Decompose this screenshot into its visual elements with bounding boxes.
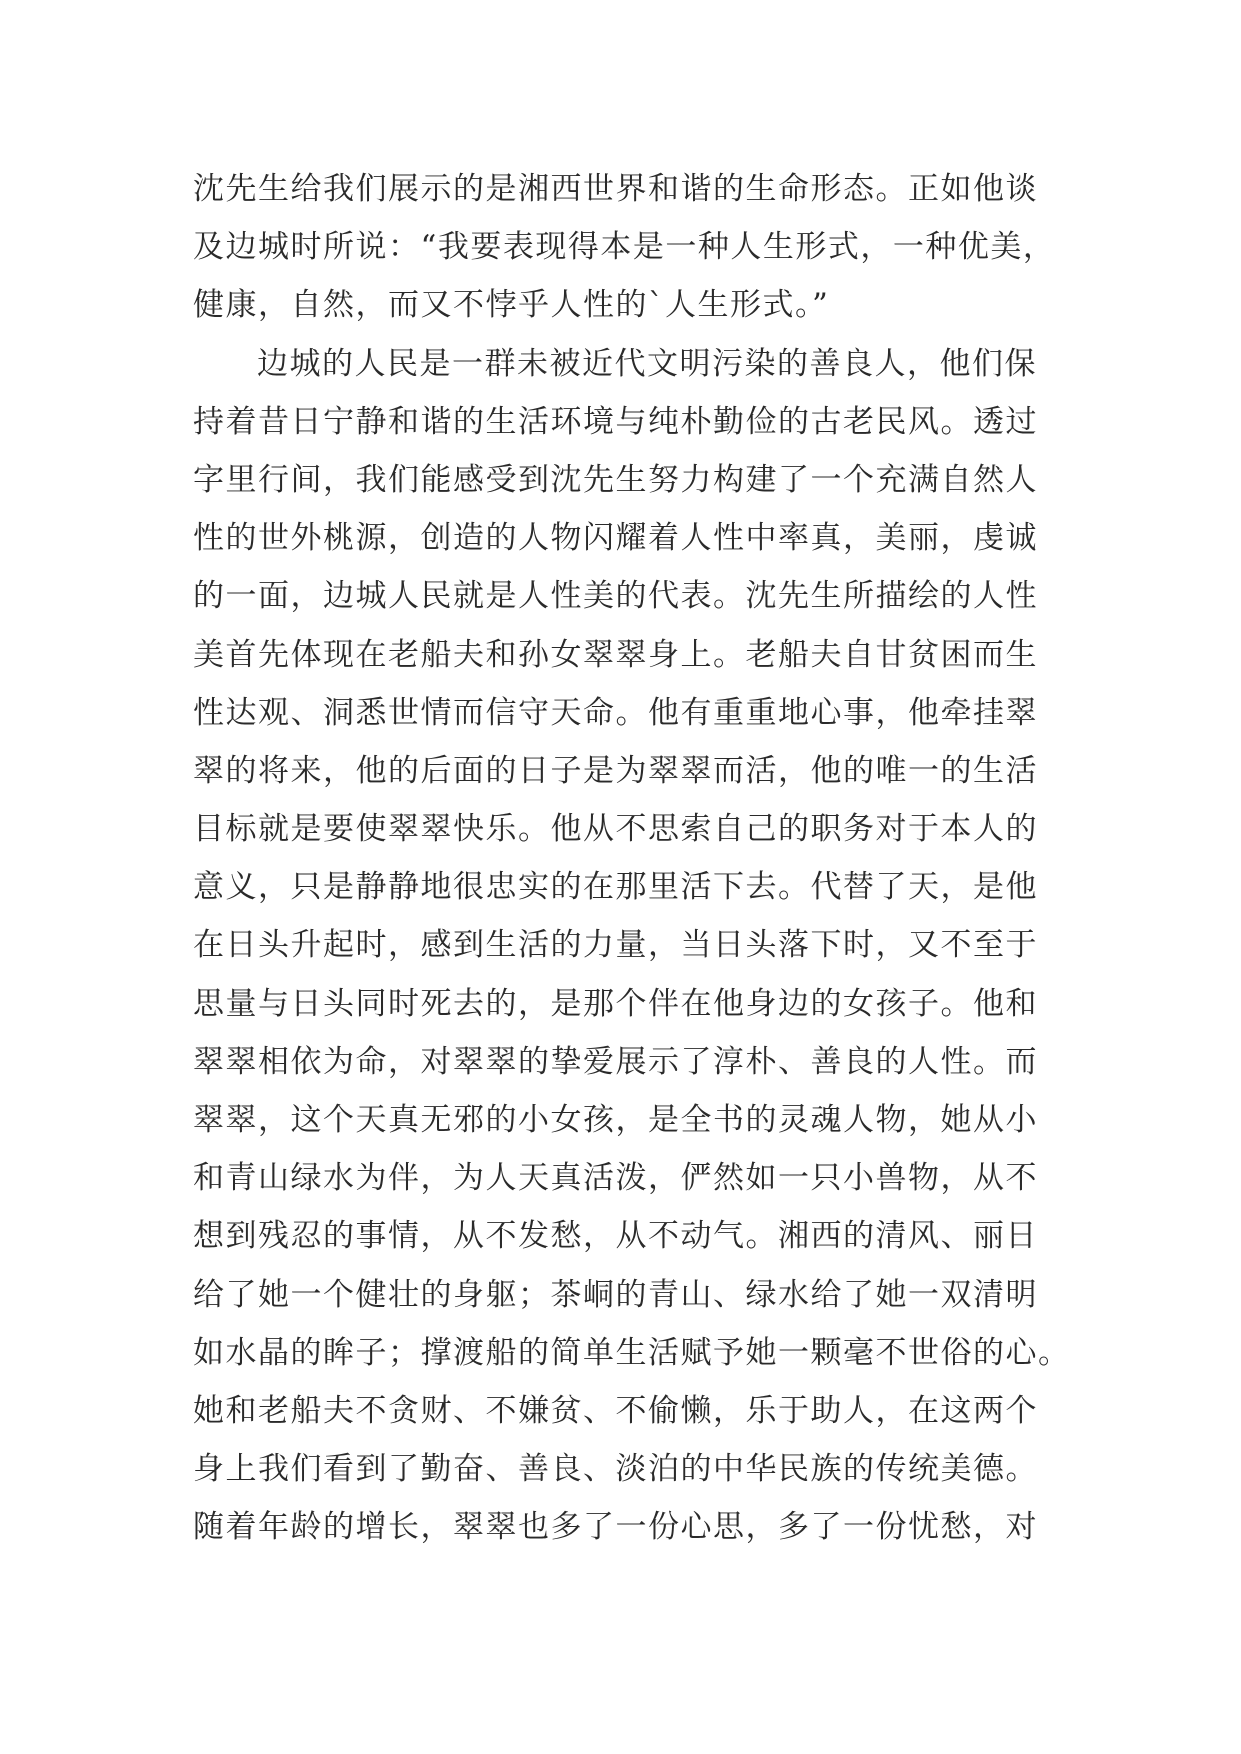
text-line: 意义，只是静静地很忠实的在那里活下去。代替了天，是他 [193,869,1038,906]
text-line: 随着年龄的增长，翠翠也多了一份心思，多了一份忧愁，对 [193,1509,1038,1546]
text-line: 健康，自然，而又不悖乎人性的`人生形式。” [193,287,830,324]
text-line: 在日头升起时，感到生活的力量，当日头落下时，又不至于 [193,927,1038,964]
text-line: 她和老船夫不贪财、不嫌贫、不偷懒，乐于助人，在这两个 [193,1392,1038,1429]
text-line: 性达观、洞悉世情而信守天命。他有重重地心事，他牵挂翠 [193,694,1038,731]
text-line: 持着昔日宁静和谐的生活环境与纯朴勤俭的古老民风。透过 [193,403,1038,440]
text-line: 及边城时所说：“我要表现得本是一种人生形式，一种优美， [193,229,1056,266]
text-line: 身上我们看到了勤奋、善良、淡泊的中华民族的传统美德。 [193,1451,1038,1488]
text-line: 翠翠，这个天真无邪的小女孩，是全书的灵魂人物，她从小 [193,1102,1038,1138]
text-line: 字里行间，我们能感受到沈先生努力构建了一个充满自然人 [193,461,1038,498]
text-line: 沈先生给我们展示的是湘西世界和谐的生命形态。正如他谈 [193,171,1038,207]
text-line: 翠的将来，他的后面的日子是为翠翠而活，他的唯一的生活 [193,752,1038,789]
text-line: 想到残忍的事情，从不发愁，从不动气。湘西的清风、丽日 [193,1218,1038,1255]
body-text [193,160,1073,1557]
text-line: 的一面，边城人民就是人性美的代表。沈先生所描绘的人性 [193,578,1038,615]
text-line: 性的世外桃源，创造的人物闪耀着人性中率真，美丽，虔诚 [193,520,1038,557]
text-line: 翠翠相依为命，对翠翠的挚爱展示了淳朴、善良的人性。而 [193,1043,1038,1080]
paragraph-first-line: 边城的人民是一群未被近代文明污染的善良人，他们保 [257,345,1037,382]
text-line: 目标就是要使翠翠快乐。他从不思索自己的职务对于本人的 [193,811,1038,848]
text-line: 思量与日头同时死去的，是那个伴在他身边的女孩子。他和 [193,985,1038,1022]
text-line: 和青山绿水为伴，为人天真活泼，俨然如一只小兽物，从不 [193,1160,1038,1197]
text-line: 美首先体现在老船夫和孙女翠翠身上。老船夫自甘贫困而生 [193,636,1038,673]
text-line: 如水晶的眸子；撑渡船的简单生活赋予她一颗毫不世俗的心。 [193,1334,1071,1371]
text-line: 给了她一个健壮的身躯；茶峒的青山、绿水给了她一双清明 [193,1276,1038,1313]
